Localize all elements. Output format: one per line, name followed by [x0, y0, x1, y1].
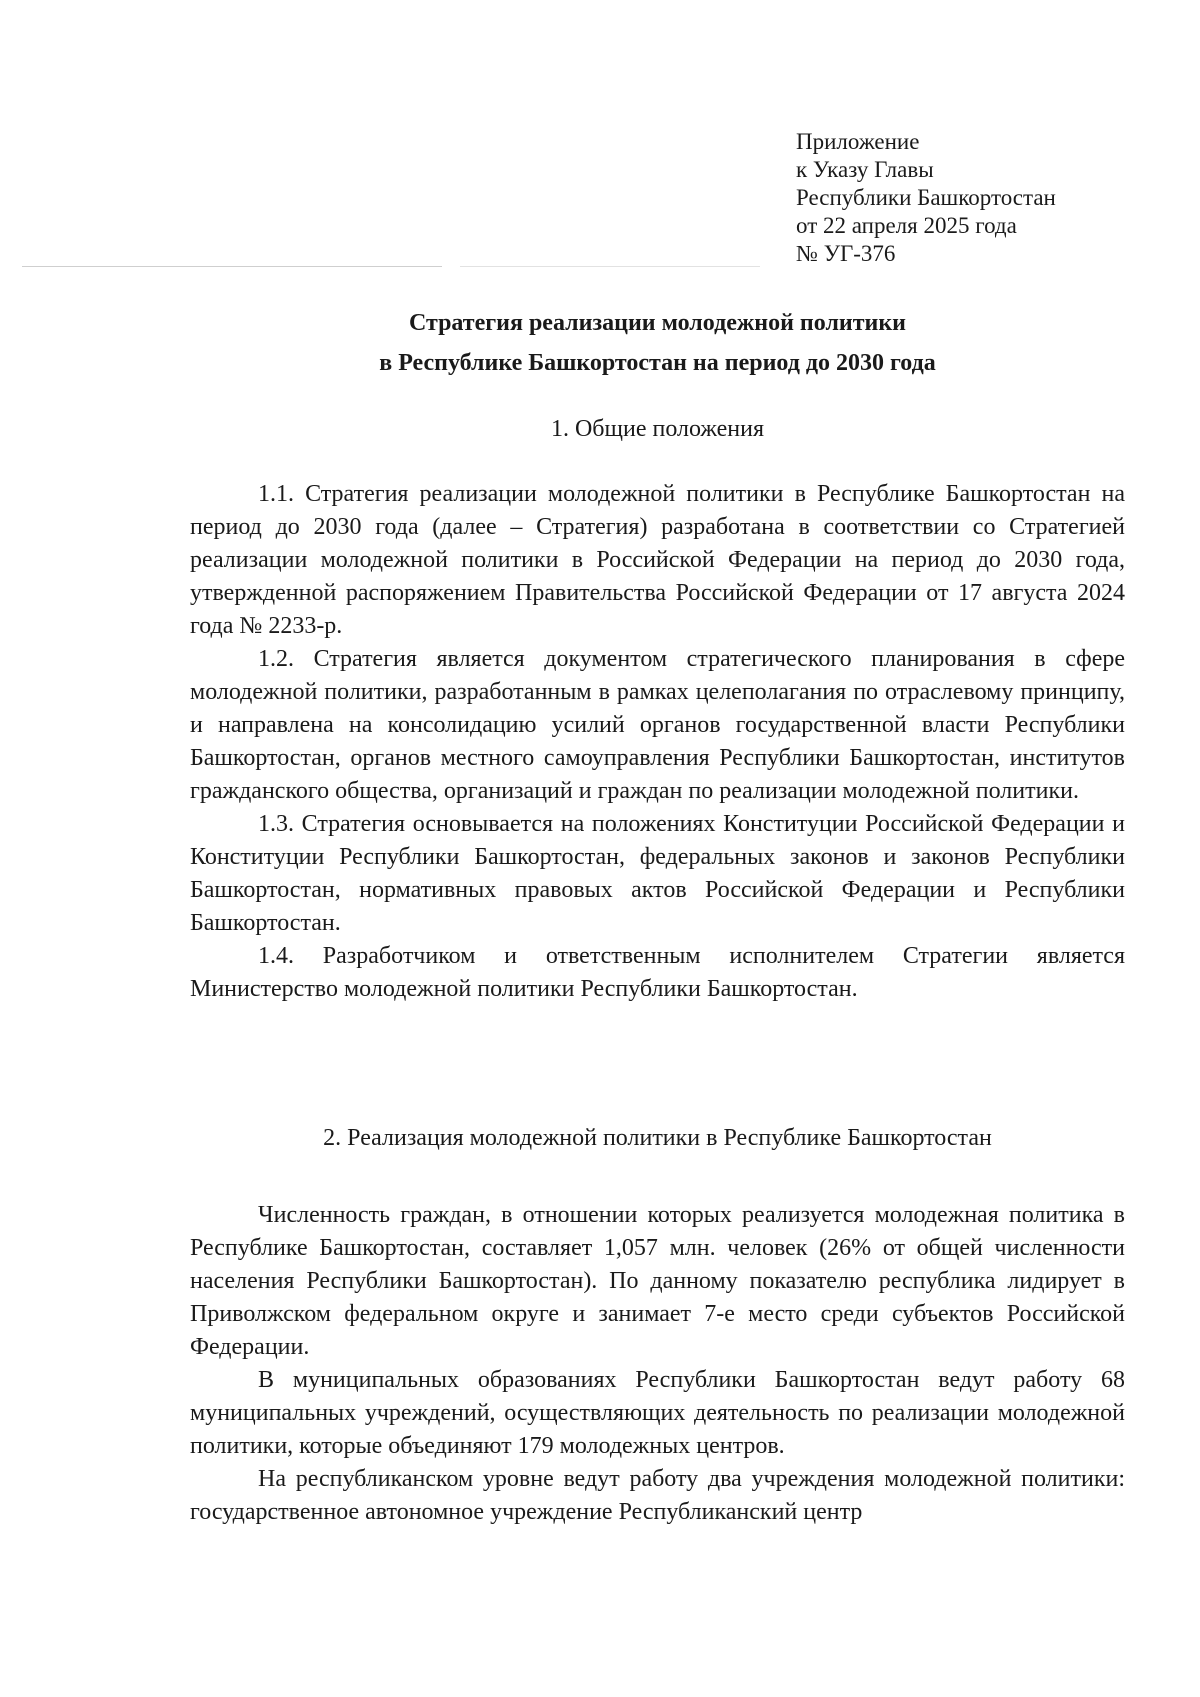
section-body — [190, 1199, 1125, 1529]
section-heading: 1. Общие положения — [550, 416, 765, 442]
document-title — [190, 303, 1125, 383]
title-line: Стратегия реализации молодежной политики — [408, 310, 907, 336]
appendix-line: к Указу Главы — [796, 157, 934, 182]
scan-artifact-line — [460, 266, 760, 267]
paragraph: Численность граждан, в отношении которых реализуется молодежная политика в Республике Башкортостан, составляет 1,057 млн. человек (26% от общей численности населения Республики Башкортостан). По данному показателю республика лидирует в Приволжском федеральном округе и занимает 7-е место среди субъектов Российской Федерации. — [190, 1202, 1125, 1360]
paragraph: На республиканском уровне ведут работу два учреждения молодежной политики: государственное автономное учреждение Республиканский центр — [190, 1466, 1125, 1525]
appendix-line: № УГ-376 — [796, 241, 896, 266]
scan-artifact-line — [22, 266, 442, 267]
section-heading: 2. Реализация молодежной политики в Республике Башкортостан — [323, 1125, 992, 1151]
appendix-note — [796, 128, 1156, 268]
appendix-line: от 22 апреля 2025 года — [796, 213, 1017, 238]
paragraph: 1.1. Стратегия реализации молодежной политики в Республике Башкортостан на период до 2030 года (далее – Стратегия) разработана в соответствии со Стратегией реализации молодежной политики в Российской Федерации на период до 2030 года, утвержденной распоряжением Правительства Российской Федерации от 17 августа 2024 года № 2233-р. — [190, 481, 1125, 639]
section-body — [190, 478, 1125, 1006]
title-line: в Республике Башкортостан на период до 2030 года — [379, 350, 936, 376]
paragraph: 1.4. Разработчиком и ответственным исполнителем Стратегии является Министерство молодежной политики Республики Башкортостан. — [190, 943, 1125, 1002]
appendix-line: Республики Башкортостан — [796, 185, 1056, 210]
appendix-line: Приложение — [796, 129, 920, 154]
paragraph: В муниципальных образованиях Республики Башкортостан ведут работу 68 муниципальных учреждений, осуществляющих деятельность по реализации молодежной политики, которые объединяют 179 молодежных центров. — [190, 1367, 1125, 1459]
paragraph: 1.2. Стратегия является документом стратегического планирования в сфере молодежной политики, разработанным в рамках целеполагания по отраслевому принципу, и направлена на консолидацию усилий органов государственной власти Республики Башкортостан, органов местного самоуправления Республики Башкортостан, институтов гражданского общества, организаций и граждан по реализации молодежной политики. — [190, 646, 1125, 804]
paragraph: 1.3. Стратегия основывается на положениях Конституции Российской Федерации и Конституции Республики Башкортостан, федеральных законов и законов Республики Башкортостан, нормативных правовых актов Российской Федерации и Республики Башкортостан. — [190, 811, 1125, 936]
